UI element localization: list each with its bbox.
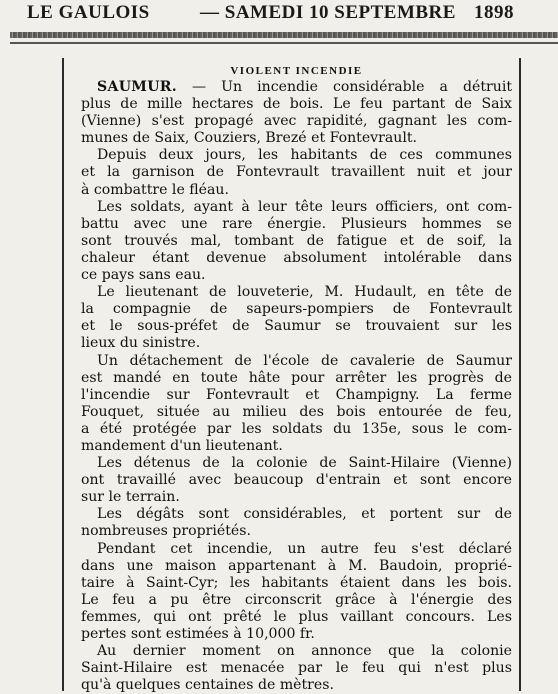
article-line [81,472,512,489]
article-line [81,301,512,318]
article-line-text: Les soldats, ayant à leur tête leurs officiers, ont com- [97,198,512,215]
article-paragraph [81,643,512,694]
article-line-text: Un détachement de l'école de cavalerie de Saumur [97,352,512,369]
article-line [81,267,512,284]
article-paragraph [81,455,512,506]
article-line-text: (Vienne) s'est propagé avec rapidité, gagnant les com- [81,113,512,130]
article-line [81,523,512,540]
article-line-text: sur le terrain. [81,489,180,506]
article-line [81,130,512,147]
article-paragraph [81,353,512,456]
issue-date: — SAMEDI 10 SEPTEMBRE [200,2,456,23]
article-line-text: Le feu a pu être circonscrit grâce à l'énergie des [81,591,512,608]
article-line [81,660,512,677]
article-line [81,506,512,523]
article-line-text: chaleur étant devenue absolument intolérable dans [81,249,512,266]
column-rule-left [62,58,64,691]
article-line-text: et le sous-préfet de Saumur se trouvaient sur les [81,318,512,335]
article-line-text: Pendant cet incendie, un autre feu s'est déclaré [97,540,512,557]
column-rule-right [519,58,521,691]
article-line-text: mandement d'un lieutenant. [81,437,283,454]
article-line-text: plus de mille hectares de bois. Le feu partant de Saix [81,96,512,113]
article-line-text: munes de Saix, Couziers, Brezé et Fontevrault. [81,130,418,147]
masthead-thin-rule [10,42,558,44]
issue-year: 1898 [474,2,514,23]
article-line-text: battu avec une rare énergie. Plusieurs hommes se [81,215,512,232]
article-line [81,79,512,96]
article-line-text: Au dernier moment on annonce que la colonie [97,643,512,660]
article-line [81,575,512,592]
article-line-text: sont trouvés mal, tombant de fatigue et de soif, la [81,232,512,249]
article-line-text: Le lieutenant de louveterie, M. Hudault, en tête de [97,284,512,301]
article-line [81,592,512,609]
masthead-rule [10,32,558,38]
article-line-text: Saint-Hilaire est menacée par le feu qui n'est plus [81,660,512,677]
article-line-text: lieux du sinistre. [81,335,201,352]
article-line-text: a été protégée par les soldats du 135e, sous le com- [81,420,512,437]
article-line-text: Fouquet, située au milieu des bois entourée de feu, [81,403,512,420]
article-line [81,404,512,421]
article-line-text: pertes sont estimées à 10,000 fr. [81,626,315,642]
article-line [81,438,512,455]
article-line-text: qu'à quelques centaines de mètres. [81,677,334,694]
article-line-text: Les détenus de la colonie de Saint-Hilaire (Vienne) [97,455,512,472]
article-line [81,455,512,472]
article-line [81,182,512,199]
article-line [81,335,512,352]
article-line-text: Les dégâts sont considérables, et portent sur de [97,506,512,523]
article-line [81,113,512,130]
article-paragraph [81,541,512,644]
article-line [81,643,512,660]
article-line [81,250,512,267]
article-line [81,164,512,181]
article-paragraph [81,506,512,540]
article [81,64,512,694]
article-line-text: — Un incendie considérable a détruit [177,79,512,95]
newspaper-name: LE GAULOIS [27,2,150,23]
article-line-text: à combattre le fléau. [81,181,229,198]
article-paragraph [81,284,512,352]
article-line-text: et la garnison de Fontevrault travaillent nuit et jour [81,164,512,181]
article-line-text: femmes, qui ont prêté le plus vaillant concours. Les [81,608,512,625]
article-line-text: est mandé en toute hâte pour arrêter les progrès de [81,369,512,386]
article-line-text: ont travaillé avec beaucoup d'entrain et sont encore [81,472,512,489]
dateline: SAUMUR. [97,79,178,95]
article-paragraph [81,147,512,198]
article-line [81,318,512,335]
article-line [81,199,512,216]
article-paragraph [81,199,512,284]
article-line [81,489,512,506]
article-line [81,370,512,387]
article-line [81,609,512,626]
article-line [81,353,512,370]
article-line [81,558,512,575]
article-line-text: ce pays sans eau. [81,267,206,284]
article-line [81,421,512,438]
article-headline: VIOLENT INCENDIE [230,65,363,77]
article-line [81,541,512,558]
article-line [81,147,512,164]
article-line [81,233,512,250]
article-paragraph [81,79,512,147]
article-line-text: dans une maison appartenant à M. Baudoin, proprié- [81,557,512,574]
article-body [81,79,512,694]
article-line-text: Depuis deux jours, les habitants de ces communes [97,147,512,164]
masthead [0,0,558,30]
article-line-text: nombreuses propriétés. [81,523,251,540]
article-line [81,677,512,694]
article-line [81,387,512,404]
article-line [81,626,512,643]
article-line [81,284,512,301]
article-line-text: la compagnie de sapeurs-pompiers de Fontevrault [81,301,512,318]
article-line-text: l'incendie sur Fontevrault et Champigny. La ferme [81,386,512,403]
article-line [81,216,512,233]
article-line-text: taire à Saint-Cyr; les habitants étaient dans les bois. [81,574,512,591]
article-line [81,96,512,113]
